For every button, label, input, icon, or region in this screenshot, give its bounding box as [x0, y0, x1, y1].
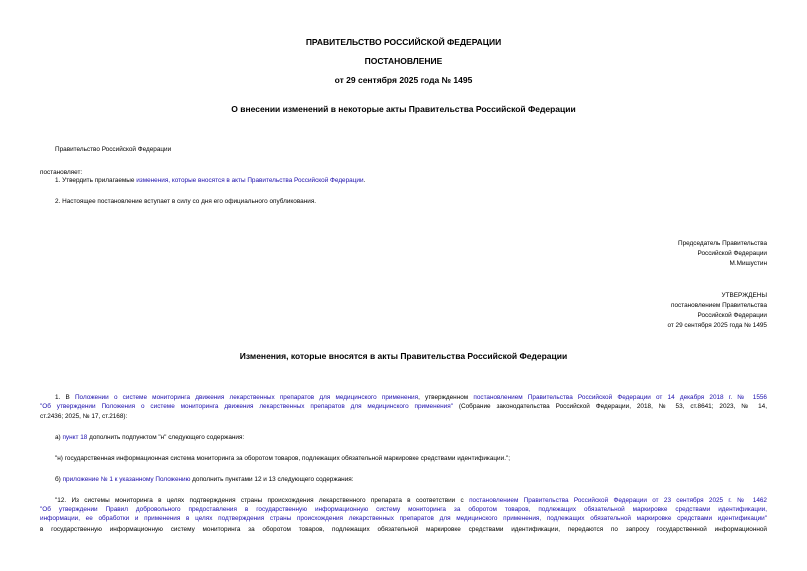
clause-12-line4: в государственную информационную систему мониторинга за оборотом товаров, подлежащих обязательной маркировке средствами идентификации, передаются по запросу государственной информационной: [40, 526, 767, 533]
subitem-a-rest: дополнить подпунктом "н" следующего содержания:: [87, 434, 245, 441]
item-2: 2. Настоящее постановление вступает в силу со дня его официального опубликования.: [55, 198, 317, 205]
approved-line-1: УТВЕРЖДЕНЫ: [721, 292, 767, 299]
signature-name: М.Мишустин: [729, 260, 767, 267]
resolution-1462-title-link-1[interactable]: "Об утверждении Правил добровольного предоставления в государственную информационную систему мониторинга за оборотом товаров, подлежащих обязательной маркировке средствами идентификации,: [40, 506, 767, 513]
resolution-1556-title-link[interactable]: "Об утверждении Положения о системе мониторинга движения лекарственных препаратов для медицинского применения": [40, 403, 453, 410]
resolution-1556-link[interactable]: постановлением Правительства Российской Федерации от 14 декабря 2018 г. № 1556: [473, 394, 767, 401]
changes-p1-line3: ст.2436; 2025, № 17, ст.2168):: [40, 413, 128, 420]
clause-12-line1: [55, 497, 767, 504]
item-1: [55, 177, 365, 184]
subitem-b-prefix: б): [55, 476, 63, 483]
date-number: от 29 сентября 2025 года № 1495: [334, 75, 473, 85]
clause-12-line3: [40, 515, 767, 522]
subitem-b-rest: дополнить пунктами 12 и 13 следующего содержания:: [190, 476, 354, 483]
clause-18-link[interactable]: пункт 18: [62, 434, 88, 441]
signature-line-2: Российской Федерации: [697, 250, 767, 257]
p1-collection: (Собрание законодательства Российской Федерации, 2018, № 53, ст.8641; 2023, № 14,: [452, 403, 767, 410]
changes-link[interactable]: изменения, которые вносятся в акты Правительства Российской Федерации: [136, 177, 364, 184]
monitoring-regulation-link[interactable]: Положении о системе мониторинга движения лекарственных препаратов для медицинского применения: [74, 394, 419, 401]
p1-approved: , утвержденном: [418, 394, 474, 401]
decides-text: постановляет:: [40, 169, 83, 176]
p1-prefix: 1. В: [55, 394, 75, 401]
subitem-b: [55, 476, 354, 483]
subitem-n: "н) государственная информационная система мониторинга за оборотом товаров, подлежащих обязательной маркировке средствами идентификации.";: [55, 455, 511, 462]
appendix-1-link[interactable]: приложение № 1 к указанному Положению: [62, 476, 191, 483]
document-title: О внесении изменений в некоторые акты Правительства Российской Федерации: [231, 104, 576, 114]
clause-12-line2: [40, 506, 767, 513]
item-1-suffix: .: [363, 177, 366, 184]
signature-line-1: Председатель Правительства: [678, 240, 767, 247]
government-heading: ПРАВИТЕЛЬСТВО РОССИЙСКОЙ ФЕДЕРАЦИИ: [305, 37, 502, 47]
changes-p1-line2: [40, 403, 767, 410]
changes-title: Изменения, которые вносятся в акты Правительства Российской Федерации: [239, 351, 568, 361]
resolution-1462-link[interactable]: постановлением Правительства Российской Федерации от 23 сентября 2025 г. № 1462: [469, 497, 767, 504]
approved-line-4: от 29 сентября 2025 года № 1495: [667, 322, 767, 329]
issuer: Правительство Российской Федерации: [55, 146, 172, 153]
changes-p1-line1: [55, 394, 767, 401]
clause-12-start: "12. Из системы мониторинга в целях подтверждения страны происхождения лекарственного препарата в соответствии с: [55, 497, 470, 504]
resolution-1462-title-link-2[interactable]: информации, ее обработки и применения в целях подтверждения страны происхождения лекарственных препаратов для медицинского применения, подлежащих обязательной маркировке средствами идентификации": [40, 515, 767, 522]
document-type: ПОСТАНОВЛЕНИЕ: [364, 56, 443, 66]
approved-line-2: постановлением Правительства: [671, 302, 767, 309]
approved-line-3: Российской Федерации: [697, 312, 767, 319]
item-1-prefix: 1. Утвердить прилагаемые: [55, 177, 137, 184]
subitem-a-prefix: а): [55, 434, 63, 441]
subitem-a: [55, 434, 244, 441]
